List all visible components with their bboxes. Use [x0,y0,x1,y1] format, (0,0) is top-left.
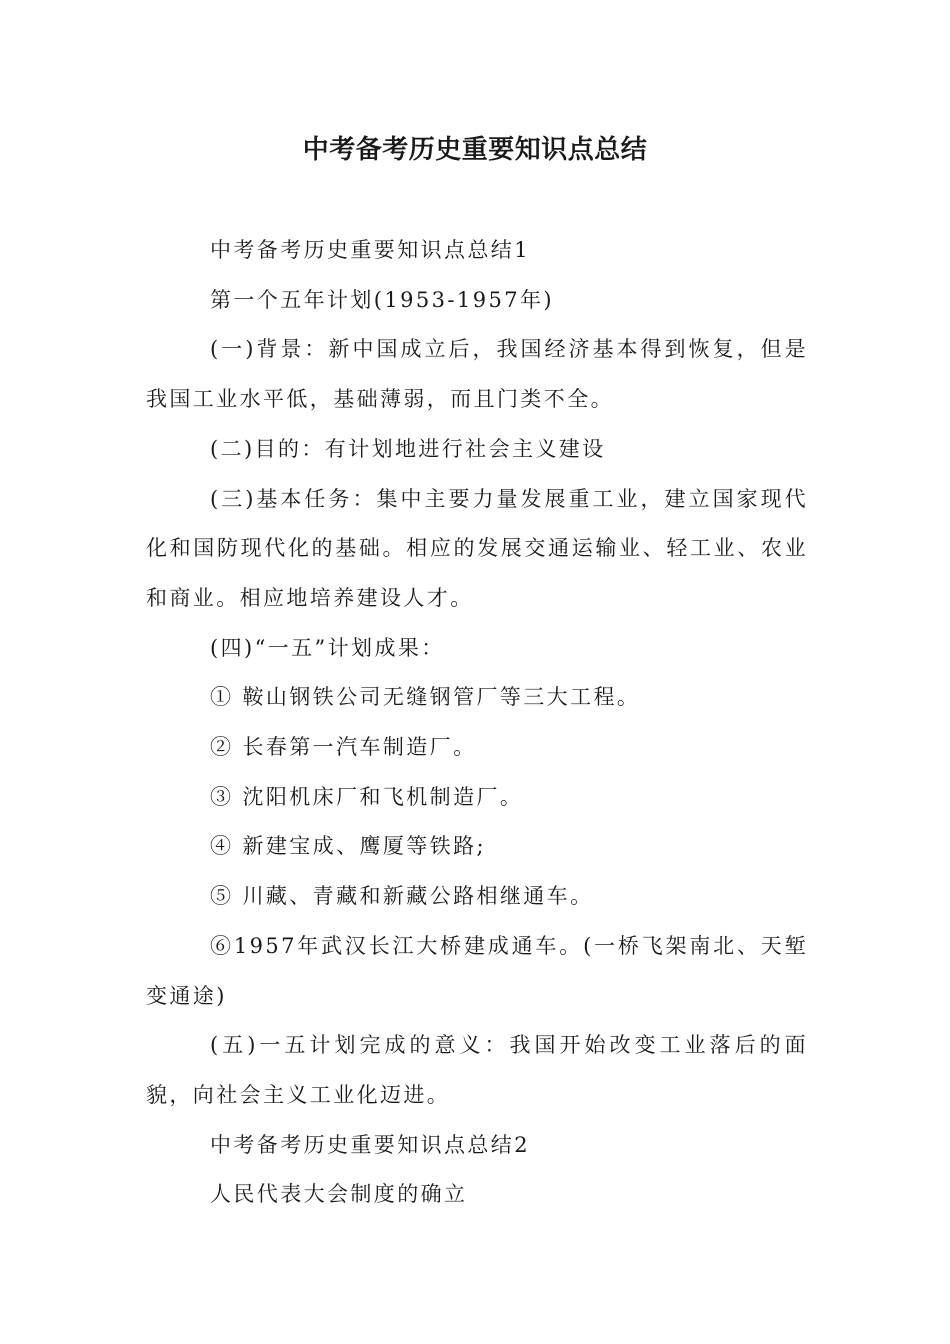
document-title: 中考备考历史重要知识点总结 [302,135,648,165]
list-item-result-5: ⑤ 川藏、青藏和新藏公路相继通车。 [210,884,594,909]
list-item-result-3: ③ 沈阳机床厂和飞机制造厂。 [210,784,524,809]
list-item-result-4: ④ 新建宝成、鹰厦等铁路; [210,834,486,859]
paragraph-section-heading-1: 中考备考历史重要知识点总结1 [210,238,530,262]
paragraph-significance: (五)一五计划完成的意义：我国开始改变工业落后的面貌，向社会主义工业化迈进。 [146,1033,808,1107]
paragraph-five-year-plan-heading: 第一个五年计划(1953-1957年) [210,287,554,312]
paragraph-results-heading: (四)“一五”计划成果： [210,635,445,660]
list-item-result-2: ② 长春第一汽车制造厂。 [210,735,477,760]
document-body [146,226,808,1220]
paragraph-section-heading-2: 中考备考历史重要知识点总结2 [210,1132,530,1157]
paragraph-congress-system: 人民代表大会制度的确立 [210,1182,468,1207]
paragraph-purpose: (二)目的：有计划地进行社会主义建设 [210,436,606,461]
paragraph-basic-tasks: (三)基本任务：集中主要力量发展重工业，建立国家现代化和国防现代化的基础。相应的发展交通运输业、轻工业、农业和商业。相应地培养建设人才。 [146,486,808,610]
paragraph-background: (一)背景：新中国成立后，我国经济基本得到恢复，但是我国工业水平低，基础薄弱，而且门类不全。 [146,337,808,412]
list-item-result-1: ① 鞍山钢铁公司无缝钢管厂等三大工程。 [210,685,641,710]
list-item-result-6: ⑥1957年武汉长江大桥建成通车。(一桥飞架南北、天堑变通途) [146,933,808,1008]
